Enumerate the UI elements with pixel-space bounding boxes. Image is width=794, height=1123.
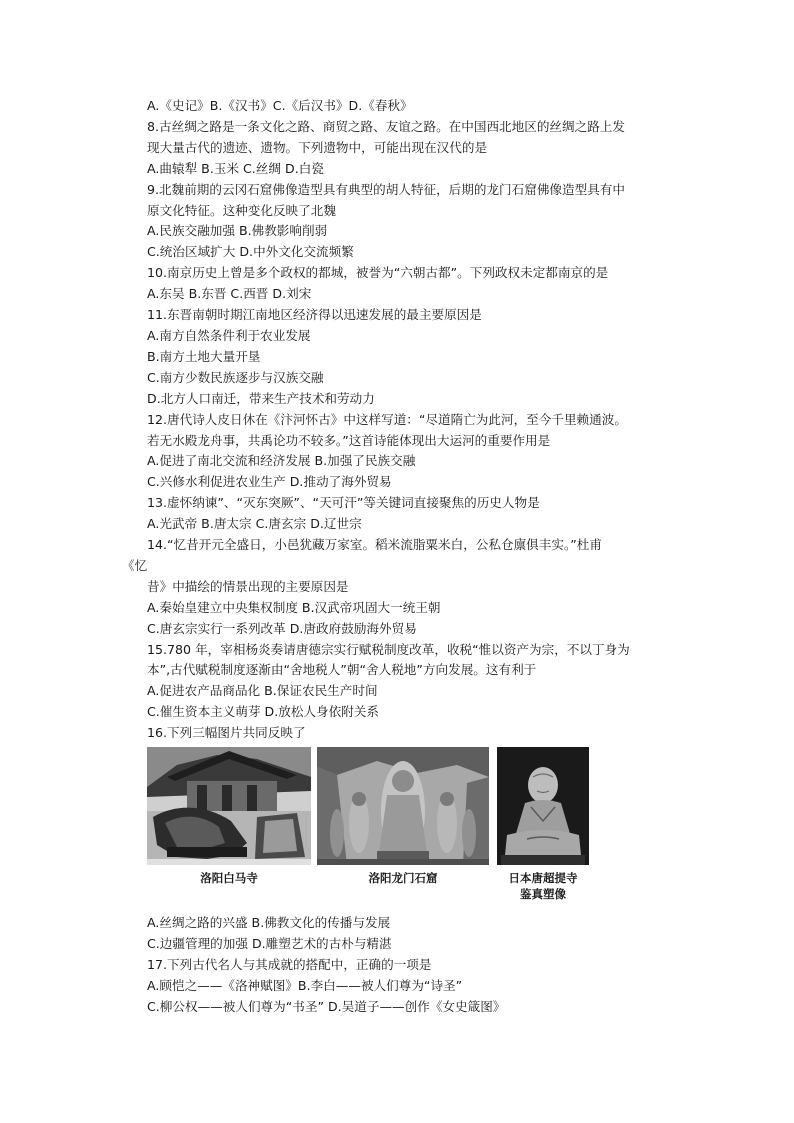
caption-white-horse-temple: 洛阳白马寺 — [200, 871, 258, 886]
q16-options-cd: C.边疆管理的加强 D.雕塑艺术的古朴与精湛 — [147, 936, 392, 951]
q12-stem-line1: 12.唐代诗人皮日休在《汴河怀古》中这样写道：“尽道隋亡为此河，至今千里赖通波。 — [147, 411, 627, 427]
q8-stem-line1: 8.古丝绸之路是一条文化之路、商贸之路、友谊之路。在中国西北地区的丝绸之路上发 — [147, 118, 625, 134]
q9-stem-line2: 原文化特征。这种变化反映了北魏 — [147, 202, 336, 218]
figure-jianzhen-statue — [497, 747, 589, 865]
q10-stem: 10.南京历史上曾是多个政权的都城，被誉为“六朝古都”。下列政权未定都南京的是 — [147, 265, 609, 281]
white-horse-temple-photo — [147, 747, 311, 865]
q14-stem-line2: 《忆 — [122, 557, 148, 573]
q9-options-ab: A.民族交融加强 B.佛教影响削弱 — [147, 223, 328, 239]
q8-stem-line2: 现大量古代的遗迹、遗物。下列遗物中，可能出现在汉代的是 — [147, 139, 488, 155]
q13-stem: 13.虚怀纳谏”、“灭东突厥”、“天可汗”等关键词直接聚焦的历史人物是 — [147, 495, 540, 511]
q14-options-cd: C.唐玄宗实行一系列改革 D.唐政府鼓励海外贸易 — [147, 620, 417, 636]
q7-options: A.《史记》B.《汉书》C.《后汉书》D.《春秋》 — [147, 98, 413, 113]
q14-options-ab: A.秦始皇建立中央集权制度 B.汉武帝巩固大一统王朝 — [147, 599, 441, 615]
caption-jianzhen-statue-line2: 鉴真塑像 — [520, 887, 566, 902]
q17-stem: 17.下列古代名人与其成就的搭配中，正确的一项是 — [147, 956, 432, 972]
exam-page — [122, 96, 687, 1018]
q10-options: A.东吴 B.东晋 C.西晋 D.刘宋 — [147, 286, 312, 302]
q13-options: A.光武帝 B.唐太宗 C.唐玄宗 D.辽世宗 — [147, 516, 362, 532]
q15-stem-line2: 本”,古代赋税制度逐渐由“舍地税人”朝“舍人税地”方向发展。这有利于 — [147, 662, 537, 678]
q14-stem-line3: 昔》中描绘的情景出现的主要原因是 — [147, 578, 349, 594]
q11-option-c: C.南方少数民族逐步与汉族交融 — [147, 369, 324, 385]
q15-options-cd: C.催生资本主义萌芽 D.放松人身依附关系 — [147, 704, 380, 720]
q9-options-cd: C.统治区域扩大 D.中外文化交流频繁 — [147, 244, 354, 260]
q15-options-ab: A.促进农产品商品化 B.保证农民生产时间 — [147, 683, 378, 699]
q11-option-a: A.南方自然条件利于农业发展 — [147, 327, 311, 343]
q16-options-ab: A.丝绸之路的兴盛 B.佛教文化的传播与发展 — [147, 915, 391, 931]
q9-stem-line1: 9.北魏前期的云冈石窟佛像造型具有典型的胡人特征，后期的龙门石窟佛像造型具有中 — [147, 181, 625, 197]
q12-options-ab: A.促进了南北交流和经济发展 B.加强了民族交融 — [147, 453, 416, 469]
longmen-grottoes-photo — [317, 747, 489, 865]
caption-longmen-grottoes: 洛阳龙门石窟 — [368, 871, 438, 886]
jianzhen-statue-photo — [497, 747, 589, 865]
caption-jianzhen-statue-line1: 日本唐超提寺 — [508, 871, 578, 886]
q14-stem-line1: 14.“忆昔开元全盛日，小邑犹藏万家室。稻米流脂粟米白，公私仓廪俱丰实。”杜甫 — [147, 537, 602, 553]
q11-option-b: B.南方土地大量开垦 — [147, 348, 261, 364]
q11-option-d: D.北方人口南迁，带来生产技术和劳动力 — [147, 390, 375, 406]
q16-figures — [147, 747, 687, 909]
q17-options-cd: C.柳公权——被人们尊为“书圣” D.吴道子——创作《女史箴图》 — [147, 998, 506, 1014]
q11-stem: 11.东晋南朝时期江南地区经济得以迅速发展的最主要原因是 — [147, 307, 482, 323]
q15-stem-line1: 15.780 年，宰相杨炎奏请唐德宗实行赋税制度改革，收税“惟以资产为宗，不以丁身为 — [147, 641, 630, 657]
q12-options-cd: C.兴修水利促进农业生产 D.推动了海外贸易 — [147, 474, 392, 490]
q17-options-ab: A.顾恺之——《洛神赋图》B.李白——被人们尊为“诗圣” — [147, 977, 463, 993]
figure-longmen-grottoes — [317, 747, 489, 865]
figure-white-horse-temple — [147, 747, 311, 865]
q12-stem-line2: 若无水殿龙舟事，共禹论功不较多。”这首诗能体现出大运河的重要作用是 — [147, 432, 551, 448]
q8-options: A.曲辕犁 B.玉米 C.丝绸 D.白瓷 — [147, 160, 324, 176]
q16-stem: 16.下列三幅图片共同反映了 — [147, 725, 306, 741]
